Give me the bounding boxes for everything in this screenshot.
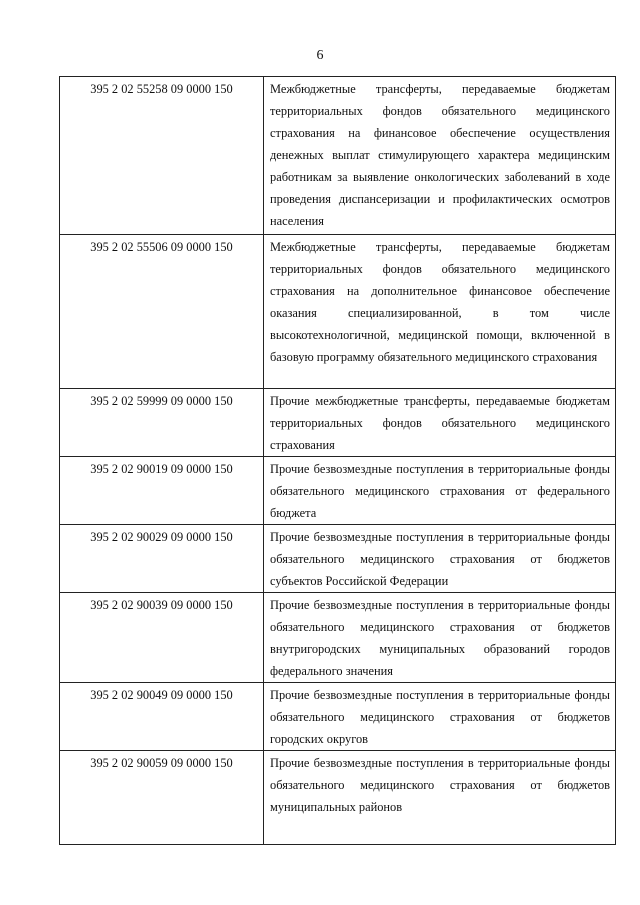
- page-number: 6: [316, 48, 324, 63]
- code-cell: 395 2 02 90039 09 0000 150: [60, 593, 264, 683]
- code-cell: 395 2 02 90059 09 0000 150: [60, 751, 264, 845]
- table-row: [60, 389, 616, 457]
- description-cell: Прочие безвозмездные поступления в территориальные фонды обязательного медицинского страхования от бюджетов муниципальных районов: [264, 751, 616, 845]
- table-row: [60, 457, 616, 525]
- budget-codes-table: [59, 76, 616, 845]
- code-cell: 395 2 02 55506 09 0000 150: [60, 235, 264, 389]
- table-row: [60, 751, 616, 845]
- code-cell: 395 2 02 90049 09 0000 150: [60, 683, 264, 751]
- code-cell: 395 2 02 59999 09 0000 150: [60, 389, 264, 457]
- description-cell: Прочие безвозмездные поступления в территориальные фонды обязательного медицинского страхования от бюджетов городских округов: [264, 683, 616, 751]
- description-cell: Прочие безвозмездные поступления в территориальные фонды обязательного медицинского страхования от бюджетов внутригородских муниципальных образований городов федерального значения: [264, 593, 616, 683]
- description-cell: Межбюджетные трансферты, передаваемые бюджетам территориальных фондов обязательного медицинского страхования на финансовое обеспечение осуществления денежных выплат стимулирующего характера медицинским работникам за выявление онкологических заболеваний в ходе проведения диспансеризации и профилактических осмотров населения: [264, 77, 616, 235]
- table-row: [60, 525, 616, 593]
- table-row: [60, 683, 616, 751]
- description-cell: Прочие межбюджетные трансферты, передаваемые бюджетам территориальных фондов обязательного медицинского страхования: [264, 389, 616, 457]
- description-cell: Прочие безвозмездные поступления в территориальные фонды обязательного медицинского страхования от федерального бюджета: [264, 457, 616, 525]
- code-cell: 395 2 02 55258 09 0000 150: [60, 77, 264, 235]
- table-row: [60, 593, 616, 683]
- table-row: [60, 235, 616, 389]
- description-cell: Прочие безвозмездные поступления в территориальные фонды обязательного медицинского страхования от бюджетов субъектов Российской Федерации: [264, 525, 616, 593]
- table-row: [60, 77, 616, 235]
- description-cell: Межбюджетные трансферты, передаваемые бюджетам территориальных фондов обязательного медицинского страхования на дополнительное финансовое обеспечение оказания специализированной, в том числе высокотехнологичной, медицинской помощи, включенной в базовую программу обязательного медицинского страхования: [264, 235, 616, 389]
- code-cell: 395 2 02 90019 09 0000 150: [60, 457, 264, 525]
- code-cell: 395 2 02 90029 09 0000 150: [60, 525, 264, 593]
